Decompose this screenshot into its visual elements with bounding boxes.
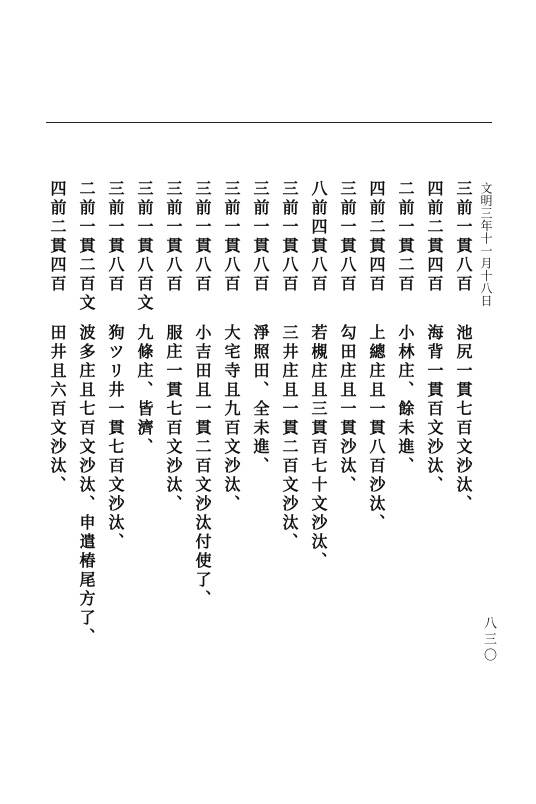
ledger-entry	[455, 180, 471, 294]
ledger-entry	[368, 180, 384, 294]
ledger-entry-text	[194, 324, 210, 609]
ledger-entry	[310, 180, 326, 294]
ledger-entry	[252, 180, 268, 294]
ledger-entry-text	[281, 324, 297, 552]
ledger-entry-text	[78, 324, 94, 647]
entry-amount: 三前一貫八百	[193, 180, 212, 294]
entry-amount: 二前一貫二百文	[77, 180, 96, 313]
entry-text: 淨照田、全未進、	[251, 324, 270, 476]
ledger-entry-text	[223, 324, 239, 514]
ledger-entry	[194, 180, 210, 294]
entry-amount: 三前一貫八百	[222, 180, 241, 294]
entry-amount: 四前二貫四百	[367, 180, 386, 294]
entry-amount: 四前二貫四百	[48, 180, 67, 294]
entry-text: 波多庄且七百文沙汰、申遣椿尾方了、	[77, 324, 96, 647]
entry-amount: 三前一貫八百	[251, 180, 270, 294]
entry-text: 海背一貫百文沙汰、	[425, 324, 444, 495]
entry-text: 九條庄、皆濟、	[135, 324, 154, 457]
entry-text: 上總庄且一貫八百沙汰、	[367, 324, 386, 533]
ledger-entry-text	[426, 324, 442, 495]
entry-text: 田井且六百文沙汰、	[48, 324, 67, 495]
ledger-entry-text	[252, 324, 268, 476]
entry-text: 勾田庄且一貫沙汰、	[338, 324, 357, 495]
entry-amount: 二前一貫二百	[396, 180, 415, 294]
entry-amount: 三前一貫八百	[164, 180, 183, 294]
ledger-entry	[165, 180, 181, 294]
ledger-entry-text	[397, 324, 413, 476]
ledger-entry-text	[455, 324, 471, 514]
entry-text: 服庄一貫七百文沙汰、	[164, 324, 183, 514]
entry-text: 池尻一貫七百文沙汰、	[454, 324, 473, 514]
ledger-entry-text	[107, 324, 123, 552]
ledger-entry	[339, 180, 355, 294]
entry-text: 小吉田且一貫二百文沙汰付使了、	[193, 324, 212, 609]
document-date: 文明三年十一月十八日	[479, 182, 493, 307]
ledger-entry	[49, 180, 65, 294]
ledger-entry-text	[310, 324, 326, 571]
entry-amount: 三前一貫八百	[338, 180, 357, 294]
ledger-entry	[107, 180, 123, 294]
ledger-entry	[426, 180, 442, 294]
ledger-entry	[78, 180, 94, 313]
ledger-entry-text	[165, 324, 181, 514]
entry-text: 大宅寺且九百文沙汰、	[222, 324, 241, 514]
ledger-entry-text	[368, 324, 384, 533]
entry-text: 小林庄、餘未進、	[396, 324, 415, 476]
entry-amount: 三前一貫八百	[454, 180, 473, 294]
header-rule	[46, 122, 492, 123]
entry-amount: 三前一貫八百	[106, 180, 125, 294]
entry-amount: 八前四貫八百	[309, 180, 328, 294]
ledger-entry-text	[136, 324, 152, 457]
ledger-entry-text	[339, 324, 355, 495]
ledger-entry-text	[49, 324, 65, 495]
entry-text: 狗ツリ井一貫七百文沙汰、	[106, 324, 125, 552]
entry-text: 若槻庄且三貫百七十文沙汰、	[309, 324, 328, 571]
page-number: 八三〇	[481, 616, 496, 664]
ledger-entry	[223, 180, 239, 294]
entry-amount: 四前二貫四百	[425, 180, 444, 294]
ledger-entry	[397, 180, 413, 294]
ledger-entry	[281, 180, 297, 294]
entry-text: 三井庄且一貫二百文沙汰、	[280, 324, 299, 552]
entry-amount: 三前一貫八百	[280, 180, 299, 294]
ledger-entry	[136, 180, 152, 313]
entry-amount: 三前一貫八百文	[135, 180, 154, 313]
